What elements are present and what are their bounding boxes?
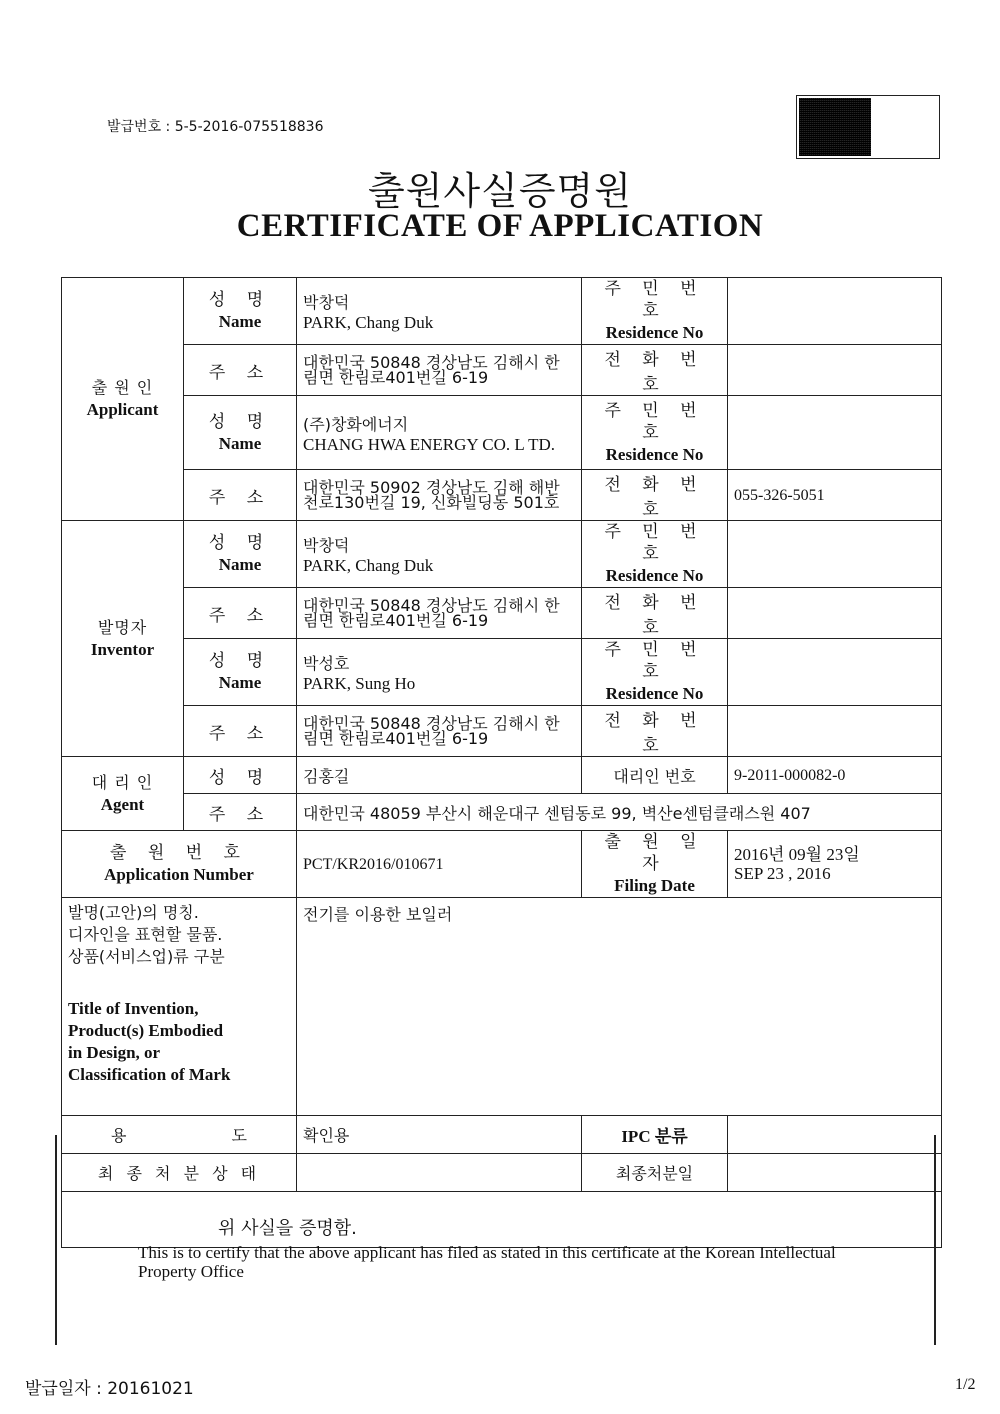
agent-heading-en: Agent (100, 794, 145, 814)
inventor-1-phone (728, 588, 942, 639)
applicant-1-phone (728, 345, 942, 396)
invention-label-ko-1: 발명(고안)의 명칭. (68, 903, 199, 922)
inventor-1-residence (728, 521, 942, 588)
application-number-label-ko: 출 원 번 호 (110, 843, 248, 863)
barcode-stamp (796, 95, 940, 159)
invention-label (62, 898, 297, 1116)
final-date-label: 최종처분일 (615, 1164, 694, 1183)
residence-label-ko: 주 민 번 호 (604, 640, 705, 682)
final-date-value (728, 1154, 942, 1192)
title-english: CERTIFICATE OF APPLICATION (236, 208, 764, 244)
certification-english: This is to certify that the above applicant has filed as stated in this certificate at the Korean Intellectual Property Office (138, 1243, 836, 1281)
applicant-2-name-en: CHANG HWA ENERGY CO. L TD. (303, 434, 556, 454)
address-label: 주 소 (208, 723, 272, 744)
invention-label-en-4: Classification of Mark (68, 1065, 231, 1084)
right-border (934, 1135, 936, 1345)
agent-name-label: 성 명 (208, 767, 272, 788)
applicant-1-name-ko: 박창덕 (303, 293, 350, 312)
filing-date-label-en: Filing Date (614, 876, 695, 895)
barcode-pattern (799, 98, 871, 156)
inventor-2-address: 대한민국 50848 경상남도 김해시 한림면 한림로401번길 6-19 (297, 706, 582, 757)
agent-name: 김홍길 (297, 757, 582, 794)
inventor-heading-ko: 발명자 (97, 617, 148, 637)
residence-label-ko: 주 민 번 호 (604, 279, 705, 321)
filing-date-label (582, 831, 728, 898)
inventor-heading-en: Inventor (90, 639, 155, 659)
certification-korean: 위 사실을 증명함. (218, 1218, 357, 1239)
certificate-table (61, 277, 942, 1248)
applicant-2-address: 대한민국 50902 경상남도 김해 해반천로130번길 19, 신화빌딩동 501호 (297, 470, 582, 521)
phone-label: 전 화 번 호 (604, 711, 705, 756)
filing-date-ko: 2016년 09월 23일 (734, 845, 860, 864)
invention-label-ko-3: 상품(서비스업)류 구분 (68, 947, 225, 966)
address-label: 주 소 (208, 605, 272, 626)
name-label-ko: 성 명 (208, 651, 272, 671)
inventor-1-address: 대한민국 50848 경상남도 김해시 한림면 한림로401번길 6-19 (297, 588, 582, 639)
invention-title: 전기를 이용한 보일러 (297, 898, 942, 1116)
inventor-2-phone (728, 706, 942, 757)
final-status-label: 최 종 처 분 상 태 (97, 1164, 261, 1183)
inventor-1-name-en: PARK, Chang Duk (303, 556, 434, 575)
name-label-en: Name (218, 312, 262, 331)
residence-label-en: Residence No (605, 684, 704, 703)
inventor-2-name-ko: 박성호 (303, 654, 350, 673)
agent-heading (62, 757, 184, 831)
agent-number-label: 대리인 번호 (613, 766, 696, 786)
filing-date-en: SEP 23 , 2016 (734, 864, 831, 883)
filing-date-label-ko: 출 원 일 자 (604, 832, 705, 874)
applicant-heading (62, 278, 184, 521)
name-label-ko: 성 명 (208, 411, 272, 432)
phone-label: 전 화 번 호 (604, 593, 705, 638)
left-border (55, 1135, 57, 1345)
issue-date: 발급일자 : 20161021 (25, 1379, 194, 1399)
page-number: 1/2 (955, 1376, 976, 1393)
name-label-en: Name (218, 673, 262, 692)
applicant-1-name-en: PARK, Chang Duk (303, 313, 434, 332)
agent-address-label: 주 소 (208, 804, 272, 825)
address-label: 주 소 (208, 487, 272, 508)
inventor-heading (62, 521, 184, 757)
residence-label-en: Residence No (605, 566, 704, 585)
invention-label-en-1: Title of Invention, (68, 999, 199, 1018)
name-label (184, 521, 297, 588)
inventor-1-name (297, 521, 582, 588)
application-number-label-en: Application Number (104, 865, 254, 884)
inventor-1-name-ko: 박창덕 (303, 536, 350, 555)
issue-number: 발급번호 : 5-5-2016-075518836 (107, 119, 324, 135)
invention-label-en-2: Product(s) Embodied (68, 1021, 224, 1040)
residence-label (582, 639, 728, 706)
phone-label: 전 화 번 호 (604, 475, 705, 520)
residence-label-ko: 주 민 번 호 (604, 522, 705, 564)
agent-number: 9-2011-000082-0 (728, 757, 942, 794)
ipc-label: IPC 분류 (621, 1127, 688, 1146)
residence-label (582, 521, 728, 588)
invention-label-en-3: in Design, or (68, 1043, 161, 1062)
applicant-heading-en: Applicant (86, 400, 159, 419)
applicant-2-residence (728, 396, 942, 470)
agent-heading-ko: 대 리 인 (91, 772, 154, 792)
inventor-2-name (297, 639, 582, 706)
name-label (184, 639, 297, 706)
application-number: PCT/KR2016/010671 (297, 831, 582, 898)
invention-label-ko-2: 디자인을 표현할 물품. (68, 925, 223, 944)
name-label-en: Name (218, 433, 262, 453)
name-label-en: Name (218, 555, 262, 574)
residence-label-en: Residence No (605, 323, 704, 342)
final-status-value (297, 1154, 582, 1192)
name-label (184, 278, 297, 345)
residence-label-en: Residence No (605, 444, 704, 464)
phone-label: 전 화 번 호 (604, 350, 705, 395)
residence-label-ko: 주 민 번 호 (604, 400, 705, 443)
applicant-2-name (297, 396, 582, 470)
applicant-1-name (297, 278, 582, 345)
inventor-2-residence (728, 639, 942, 706)
applicant-2-name-ko: (주)창화에너지 (303, 414, 409, 434)
filing-date (728, 831, 942, 898)
address-label: 주 소 (208, 362, 272, 383)
application-number-label (62, 831, 297, 898)
name-label (184, 396, 297, 470)
usage-label: 용 도 (111, 1126, 247, 1145)
residence-label (582, 278, 728, 345)
blank-row (62, 1192, 942, 1248)
inventor-2-name-en: PARK, Sung Ho (303, 674, 416, 693)
name-label-ko: 성 명 (208, 290, 272, 310)
agent-address: 대한민국 48059 부산시 해운대구 센텀동로 99, 벽산e센텀클래스원 407 (297, 794, 942, 831)
title-korean: 출원사실증명원 (368, 169, 632, 213)
applicant-2-phone: 055-326-5051 (728, 470, 942, 521)
usage-value: 확인용 (297, 1116, 582, 1154)
applicant-1-residence (728, 278, 942, 345)
name-label-ko: 성 명 (208, 533, 272, 553)
residence-label (582, 396, 728, 470)
applicant-heading-ko: 출 원 인 (91, 378, 154, 397)
ipc-value (728, 1116, 942, 1154)
applicant-1-address: 대한민국 50848 경상남도 김해시 한림면 한림로401번길 6-19 (297, 345, 582, 396)
